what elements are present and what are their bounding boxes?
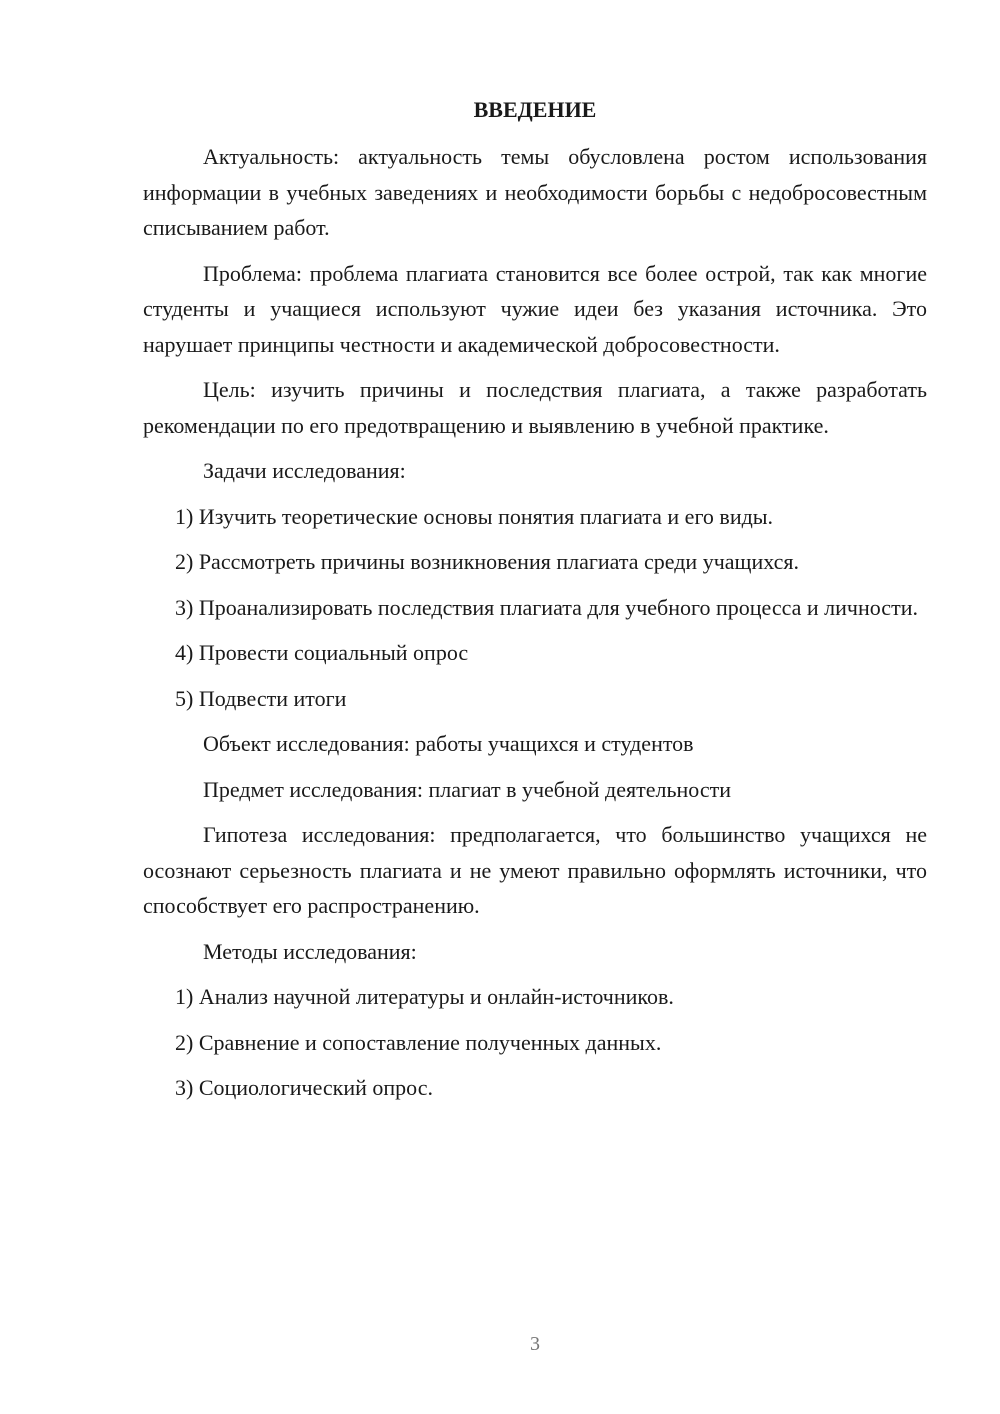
object-line: Объект исследования: работы учащихся и студентов — [203, 731, 694, 756]
method-item: 2) Сравнение и сопоставление полученных данных. — [175, 1029, 662, 1055]
method-item: 3) Социологический опрос. — [175, 1075, 433, 1100]
task-item: 5) Подвести итоги — [175, 685, 347, 711]
task-item: 2) Рассмотреть причины возникновения плагиата среди учащихся. — [175, 549, 800, 574]
section-title: ВВЕДЕНИЕ — [473, 97, 597, 122]
page-number: 3 — [530, 1333, 540, 1355]
relevance-paragraph: Актуальность: актуальность темы обусловлена ростом использования информации в учебных заведениях и необходимости борьбы с недобросовестным списыванием работ. — [143, 144, 927, 240]
goal-paragraph: Цель: изучить причины и последствия плагиата, а также разработать рекомендации по его предотвращению и выявлению в учебной практике. — [143, 377, 927, 438]
task-item: 3) Проанализировать последствия плагиата для учебного процесса и личности. — [175, 594, 918, 620]
task-item: 4) Провести социальный опрос — [175, 640, 469, 665]
problem-paragraph: Проблема: проблема плагиата становится все более острой, так как многие студенты и учащиеся используют чужие идеи без указания источника. Это нарушает принципы честности и академической добросовестности. — [143, 260, 927, 357]
methods-heading: Методы исследования: — [203, 938, 417, 964]
tasks-heading: Задачи исследования: — [203, 458, 406, 483]
task-item: 1) Изучить теоретические основы понятия плагиата и его виды. — [175, 503, 774, 529]
method-item: 1) Анализ научной литературы и онлайн-источников. — [175, 984, 674, 1009]
hypothesis-paragraph: Гипотеза исследования: предполагается, что большинство учащихся не осознают серьезность плагиата и не умеют правильно оформлять источники, что способствует его распространению. — [143, 822, 927, 918]
subject-line: Предмет исследования: плагиат в учебной деятельности — [203, 776, 731, 802]
document-page — [143, 92, 927, 1116]
